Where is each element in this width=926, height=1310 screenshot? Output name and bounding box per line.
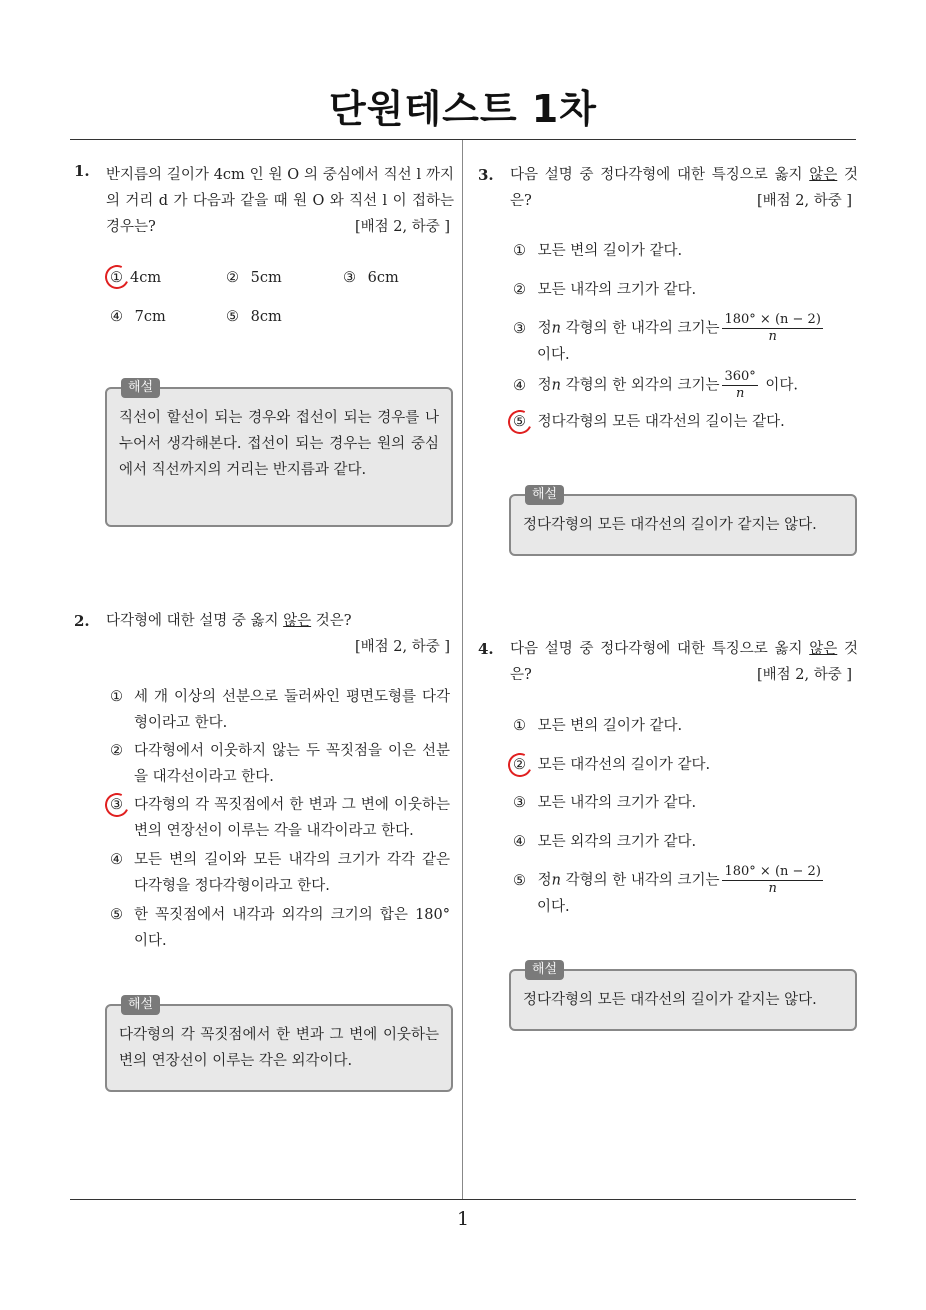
q3-option-5[interactable]: ⑤ 정다각형의 모든 대각선의 길이는 같다. [513,414,785,430]
q1-score: [배점 2, 하중 ] [354,219,450,235]
q2-explanation-box [105,997,453,1092]
explanation-tag: 해설 [525,485,564,505]
q4-option-5[interactable]: ⑤ 정n 각형의 한 내각의 크기는 $\frac{180^\circ \times (n - 2)}{n}$ [513,864,821,896]
q3-text: 다음 설명 중 정다각형에 대한 특징으로 옳지 않은 것은? [510,167,859,209]
q3-explanation: 정다각형의 모든 대각선의 길이가 같지는 않다. [523,517,817,533]
q4-explanation-box [509,962,857,1031]
q3-option-2[interactable]: ② 모든 내각의 크기가 같다. [513,282,697,298]
q1-option-1-mark: ① [110,270,123,286]
q1-option-4[interactable]: ④ 7cm [110,309,166,325]
q1-option-2[interactable]: ② 5cm [226,270,282,286]
q2-option-5[interactable]: ⑤ 한 꼭짓점에서 내각과 외각의 크기의 합은 180° 이다. [110,907,450,949]
q3-option-1[interactable]: ① 모든 변의 길이가 같다. [513,243,683,259]
q3-score: [배점 2, 하중 ] [756,193,852,209]
q4-option-1[interactable]: ① 모든 변의 길이가 같다. [513,718,683,734]
q3-explanation-box [509,487,857,556]
top-rule [70,139,856,140]
q4-option-5-cont: 이다. [537,899,570,915]
q2-explanation: 다각형의 각 꼭짓점에서 한 변과 그 변에 이웃하는 변의 연장선이 이루는 각은 외각이다. [119,1027,439,1069]
q1-explanation-box [105,380,453,527]
q2-option-3[interactable]: ③ 다각형의 각 꼭짓점에서 한 변과 그 변에 이웃하는 변의 연장선이 이루는 각을 내각이라고 한다. [110,797,450,839]
explanation-tag: 해설 [121,378,160,398]
q1-option-1[interactable]: ① 4cm [110,265,161,291]
explanation-tag: 해설 [525,960,564,980]
q3-number: 3. [478,166,494,184]
q2-number: 2. [74,612,90,630]
q1-number: 1. [74,162,90,180]
q4-score: [배점 2, 하중 ] [756,667,852,683]
explanation-tag: 해설 [121,995,160,1015]
q1-explanation: 직선이 할선이 되는 경우와 접선이 되는 경우를 나누어서 생각해본다. 접선이 되는 경우는 원의 중심에서 직선까지의 거리는 반지름과 같다. [119,410,439,478]
q3-option-4[interactable]: ④ 정n 각형의 한 외각의 크기는 $\frac{360^\circ}{n}$ 이다. [513,369,799,401]
q1-text: 반지름의 길이가 4cm 인 원 O 의 중심에서 직선 l 까지의 거리 d 가 다음과 같을 때 원 O 와 직선 l 이 접하는 경우는? [106,167,454,235]
page-number: 1 [456,1208,470,1230]
bottom-rule [70,1199,856,1200]
q4-text: 다음 설명 중 정다각형에 대한 특징으로 옳지 않은 것은? [510,641,859,683]
q2-score: [배점 2, 하중 ] [354,639,450,655]
fraction: $\frac{180^\circ \times (n - 2)}{n}$ [724,312,821,344]
fraction: $\frac{180^\circ \times (n - 2)}{n}$ [724,864,821,896]
q4-option-3[interactable]: ③ 모든 내각의 크기가 같다. [513,795,697,811]
fraction: $\frac{360^\circ}{n}$ [724,369,756,401]
q4-option-4[interactable]: ④ 모든 외각의 크기가 같다. [513,834,697,850]
page-title: 단원테스트 1차 [329,87,597,131]
q3-option-3-cont: 이다. [537,347,570,363]
q1-option-5[interactable]: ⑤ 8cm [226,309,282,325]
q1-option-3[interactable]: ③ 6cm [343,270,399,286]
q4-explanation: 정다각형의 모든 대각선의 길이가 같지는 않다. [523,992,817,1008]
q2-option-4[interactable]: ④ 모든 변의 길이와 모든 내각의 크기가 각각 같은 다각형을 정다각형이라고 한다. [110,852,450,894]
q2-option-2[interactable]: ② 다각형에서 이웃하지 않는 두 꼭짓점을 이은 선분을 대각선이라고 한다. [110,743,450,785]
q2-option-1[interactable]: ① 세 개 이상의 선분으로 둘러싸인 평면도형를 다각형이라고 한다. [110,689,450,731]
q2-text: 다각형에 대한 설명 중 옳지 않은 것은? [106,613,352,629]
column-divider [462,140,463,1200]
q4-option-2[interactable]: ② 모든 대각선의 길이가 같다. [513,757,711,773]
q4-number: 4. [478,640,494,658]
q3-option-3[interactable]: ③ 정n 각형의 한 내각의 크기는 $\frac{180^\circ \times (n - 2)}{n}$ [513,312,821,344]
